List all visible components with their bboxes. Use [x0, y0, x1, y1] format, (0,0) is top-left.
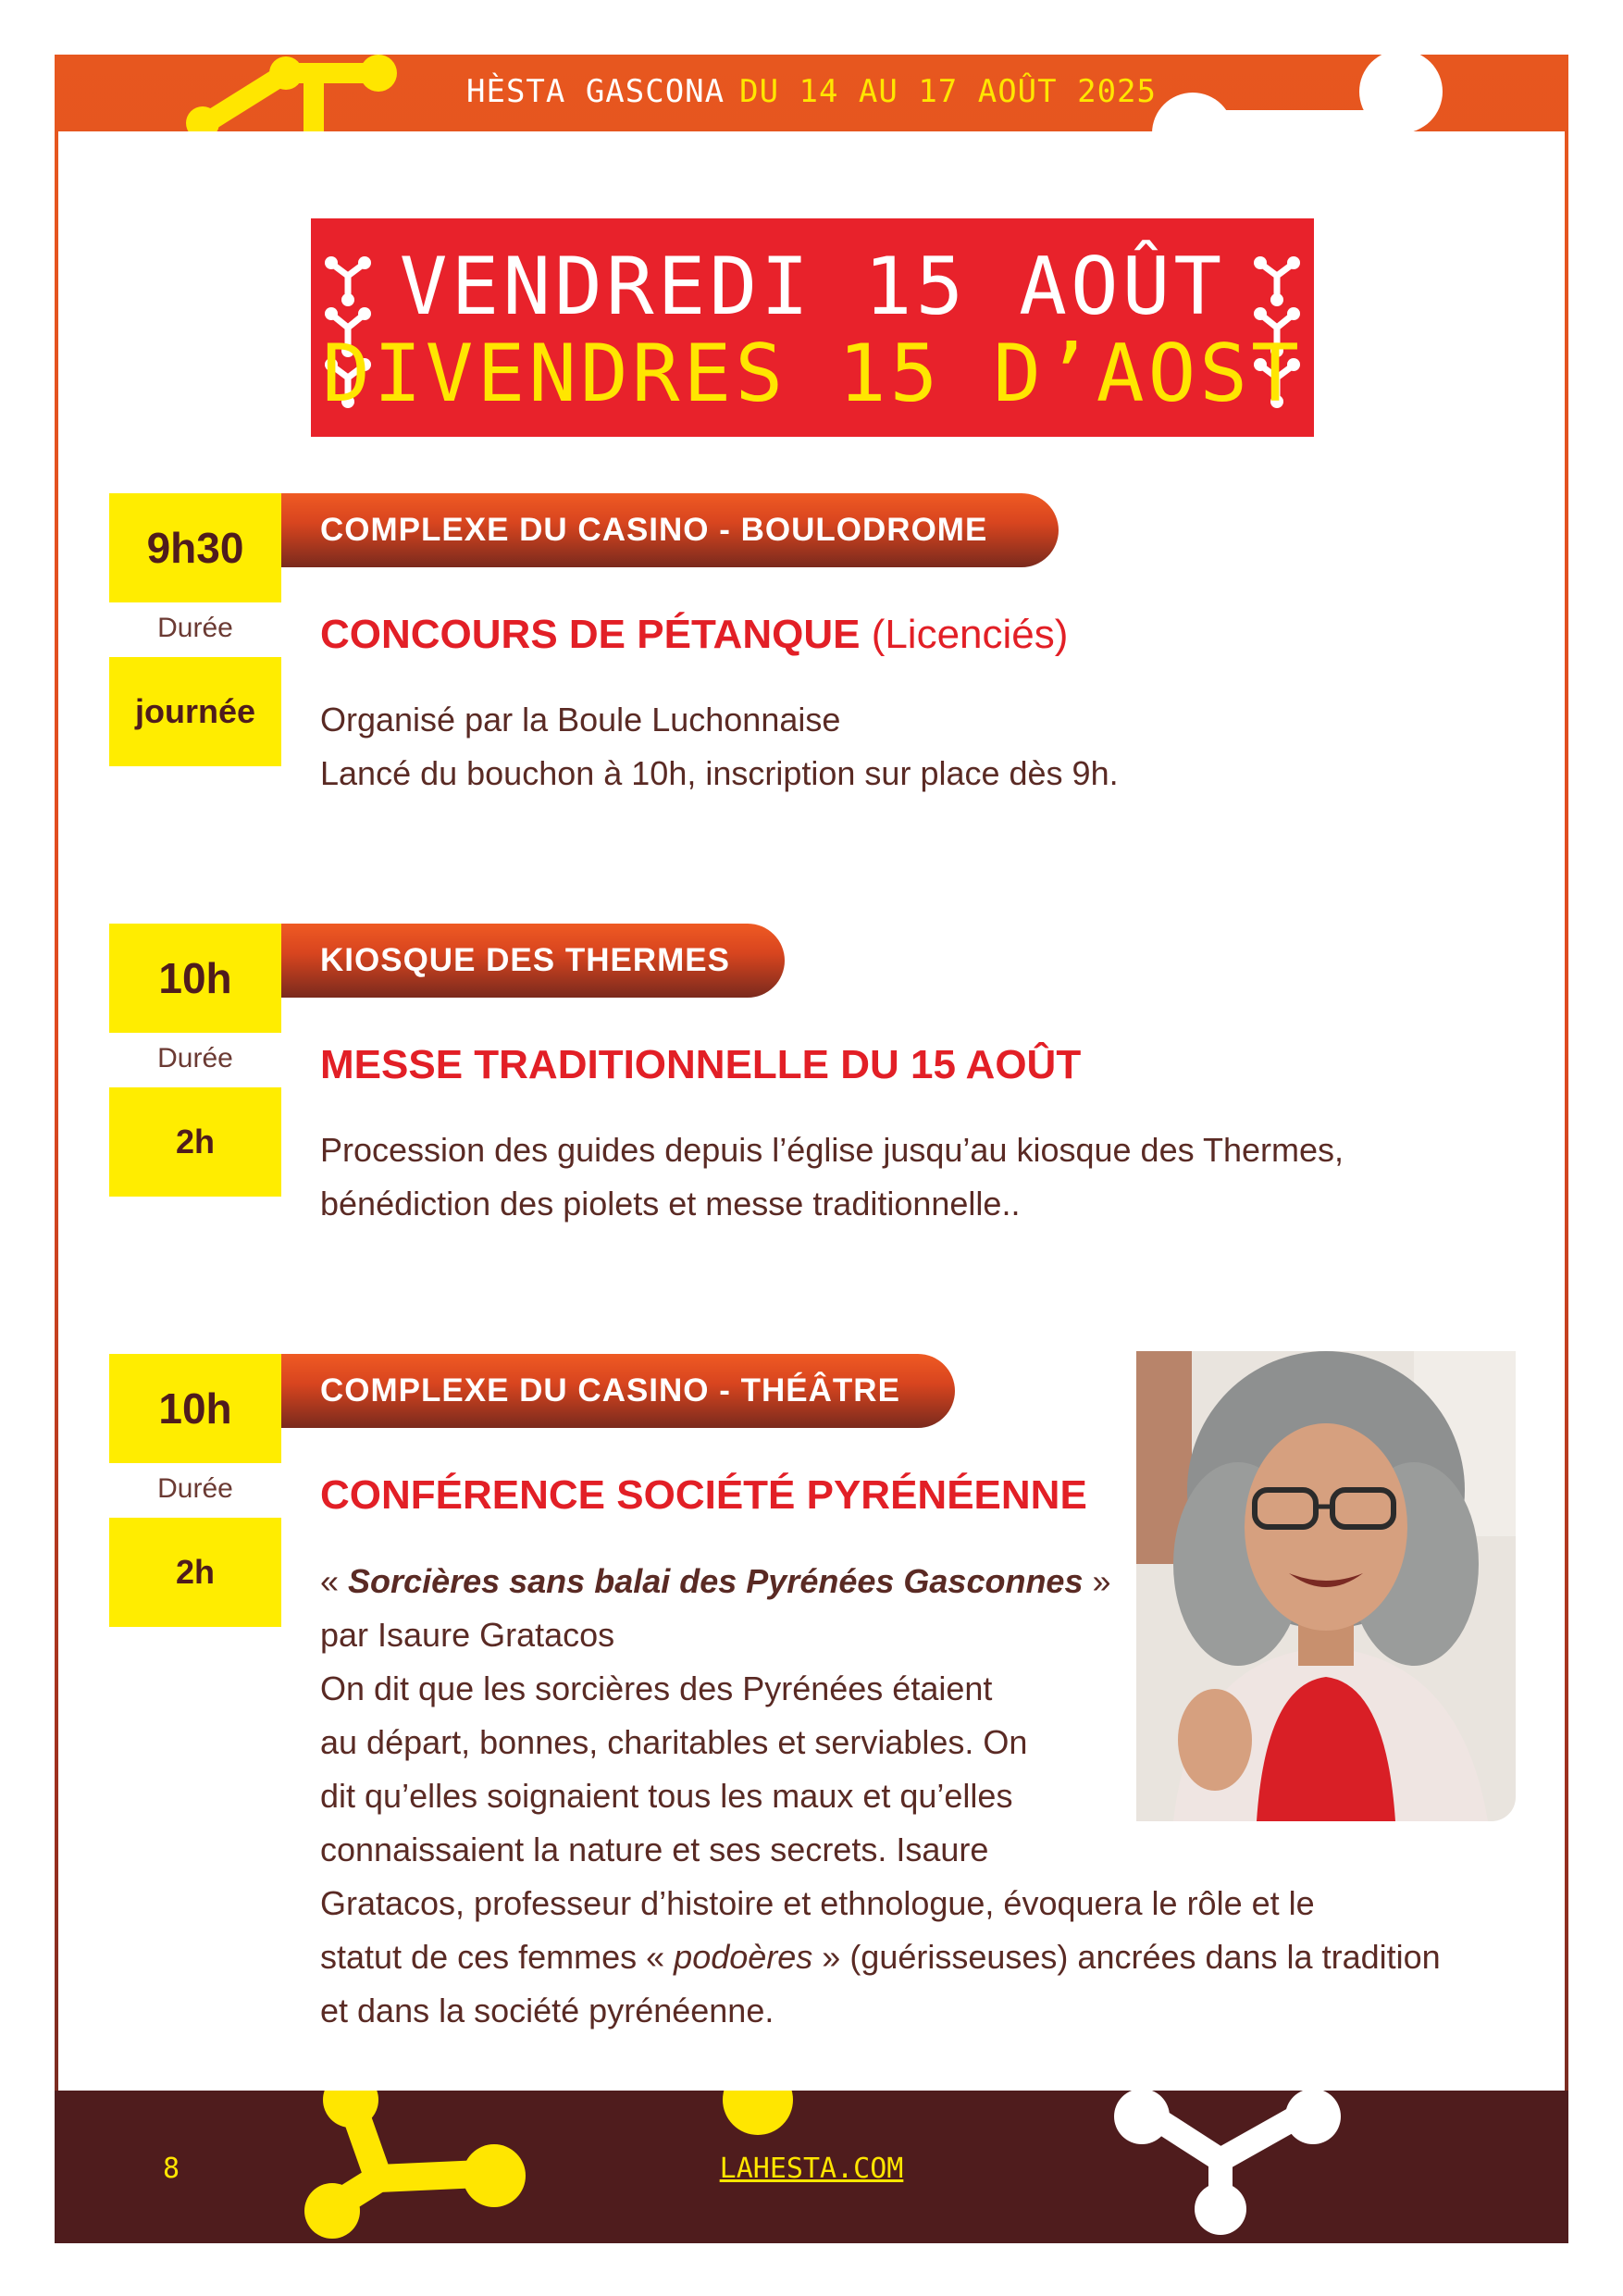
description-line: Organisé par la Boule Luchonnaise	[320, 701, 841, 738]
banner-title-occitan: DIVENDRES 15 D’AOST	[322, 328, 1303, 420]
event-location: COMPLEXE DU CASINO - THÉÂTRE	[281, 1354, 955, 1428]
duration-label: Durée	[157, 1473, 233, 1504]
description-line: On dit que les sorcières des Pyrénées étaient	[320, 1669, 993, 1707]
description-line: Procession des guides depuis l’église jusqu’au kiosque des Thermes,	[320, 1131, 1344, 1169]
event-time: 10h	[109, 1354, 281, 1463]
event-time: 10h	[109, 924, 281, 1033]
event-location: KIOSQUE DES THERMES	[281, 924, 785, 998]
day-banner	[311, 218, 1314, 437]
page-number: 8	[163, 2153, 180, 2185]
banner-title-french: VENDREDI 15 AOÛT	[399, 241, 1226, 333]
description-line: au départ, bonnes, charitables et serviables. On	[320, 1723, 1028, 1761]
speaker-photo	[1136, 1351, 1516, 1821]
description-line: et dans la société pyrénéenne.	[320, 1992, 774, 2029]
website-link[interactable]: LAHESTA.COM	[719, 2153, 904, 2185]
duration-label: Durée	[157, 1043, 233, 1074]
event-title	[320, 612, 1068, 658]
description-line: bénédiction des piolets et messe traditionnelle..	[320, 1185, 1021, 1222]
event-description	[320, 1123, 1344, 1231]
festival-name: HÈSTA GASCONA	[466, 73, 725, 110]
description-line: par Isaure Gratacos	[320, 1616, 615, 1654]
event-title-extra: (Licenciés)	[871, 612, 1069, 657]
event-title: MESSE TRADITIONNELLE DU 15 AOÛT	[320, 1042, 1082, 1087]
event-duration: journée	[109, 657, 281, 766]
lecture-title-line: « Sorcières sans balai des Pyrénées Gasconnes »	[320, 1562, 1111, 1600]
festival-dates: DU 14 AU 17 AOÛT 2025	[739, 73, 1157, 110]
description-line: Gratacos, professeur d’histoire et ethnologue, évoquera le rôle et le	[320, 1884, 1315, 1922]
event-location: COMPLEXE DU CASINO - BOULODROME	[281, 493, 1059, 567]
description-line: statut de ces femmes « podoères » (guérisseuses) ancrées dans la tradition	[320, 1938, 1441, 1976]
event-duration: 2h	[109, 1087, 281, 1197]
duration-label: Durée	[157, 613, 233, 643]
description-line: connaissaient la nature et ses secrets. Isaure	[320, 1831, 989, 1868]
event-title: CONFÉRENCE SOCIÉTÉ PYRÉNÉENNE	[320, 1472, 1087, 1518]
event-title-text: CONCOURS DE PÉTANQUE	[320, 612, 861, 657]
festival-header	[55, 73, 1568, 110]
event-time: 9h30	[109, 493, 281, 602]
description-line: dit qu’elles soignaient tous les maux et qu’elles	[320, 1777, 1013, 1815]
lecture-title: Sorcières sans balai des Pyrénées Gasconnes	[348, 1562, 1084, 1600]
event-duration: 2h	[109, 1518, 281, 1627]
event-description	[320, 693, 1119, 800]
description-line: Lancé du bouchon à 10h, inscription sur place dès 9h.	[320, 754, 1119, 792]
